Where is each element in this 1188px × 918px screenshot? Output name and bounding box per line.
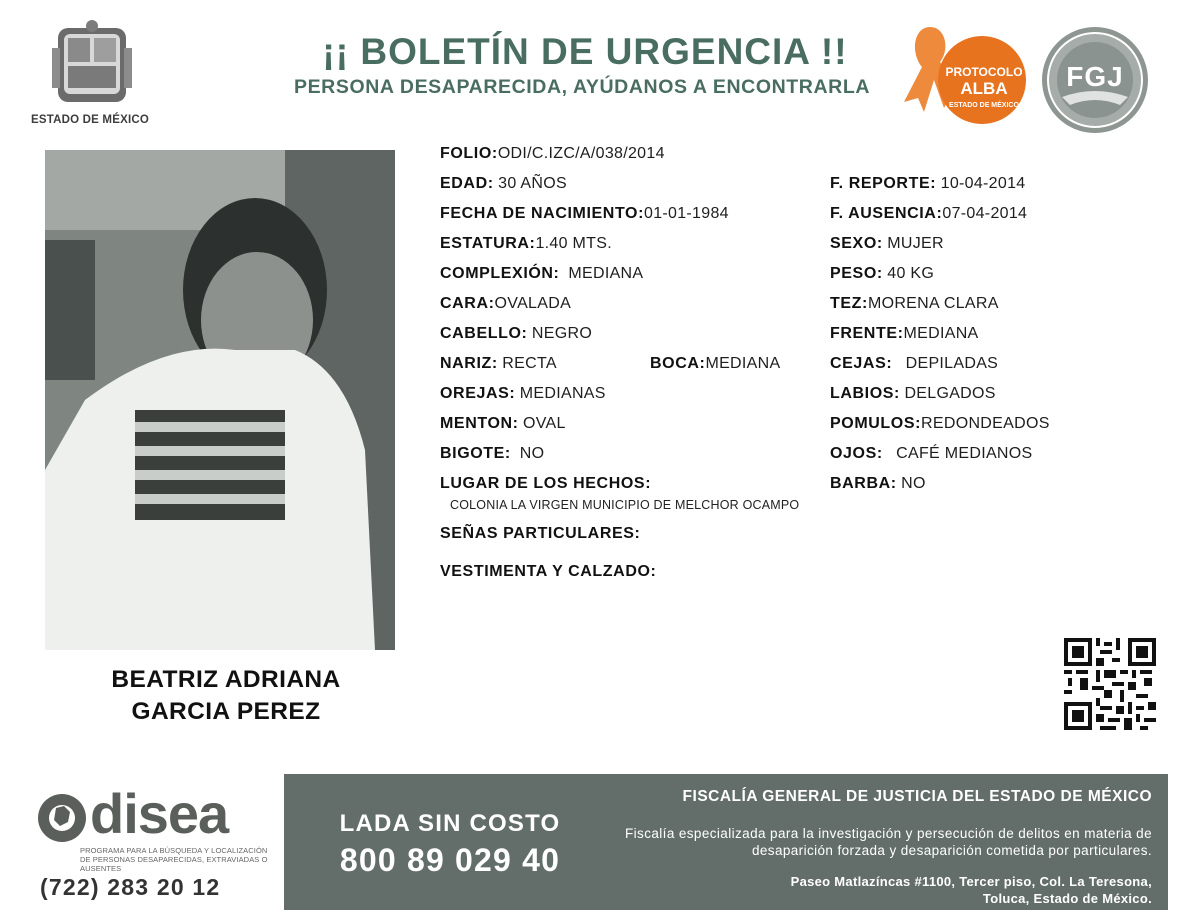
field-labios <box>830 384 996 404</box>
field-label: MENTON: <box>440 415 519 432</box>
field-folio <box>440 144 665 164</box>
field-label: SEXO: <box>830 235 883 252</box>
protocolo-alba-logo <box>900 22 1030 132</box>
field-value: DEPILADAS <box>905 355 999 372</box>
field-label: BIGOTE: <box>440 445 511 462</box>
qr-code[interactable] <box>1064 638 1156 730</box>
field-value: NO <box>901 475 926 492</box>
field-label: VESTIMENTA Y CALZADO: <box>440 563 657 580</box>
field-estatura <box>440 234 612 254</box>
field-label: FECHA DE NACIMIENTO: <box>440 205 644 222</box>
field-value: 1.40 MTS. <box>535 235 612 252</box>
field-label: TEZ: <box>830 295 868 312</box>
field-lugar-label <box>440 474 651 494</box>
field-senas <box>440 524 640 544</box>
person-name-line2: GARCIA PEREZ <box>131 698 321 725</box>
field-value: OVAL <box>523 415 566 432</box>
field-label: COMPLEXIÓN: <box>440 265 560 282</box>
fiscalia-address <box>600 873 1152 907</box>
field-value: MEDIANAS <box>519 385 606 402</box>
field-value: MEDIANA <box>568 265 644 282</box>
field-boca <box>650 354 780 374</box>
field-value: 01-01-1984 <box>644 205 729 222</box>
field-cara <box>440 294 571 314</box>
field-value: MUJER <box>887 235 944 252</box>
field-value: MEDIANA <box>705 355 781 372</box>
field-label: POMULOS: <box>830 415 922 432</box>
address-line1: Paseo Matlazíncas #1100, Tercer piso, Col. La Teresona, <box>790 874 1152 889</box>
field-value: ODI/C.IZC/A/038/2014 <box>497 145 665 162</box>
field-pomulos <box>830 414 1050 434</box>
field-vestimenta <box>440 562 656 582</box>
field-bigote <box>440 444 544 464</box>
field-label: BOCA: <box>650 355 706 372</box>
field-value: MORENA CLARA <box>867 295 999 312</box>
field-label: PESO: <box>830 265 883 282</box>
estado-de-mexico-coat-of-arms <box>44 18 140 110</box>
alba-line2: ALBA <box>960 79 1008 98</box>
field-cejas <box>830 354 998 374</box>
field-label: BARBA: <box>830 475 897 492</box>
field-value: DELGADOS <box>904 385 996 402</box>
field-label: FOLIO: <box>440 145 498 162</box>
state-label: ESTADO DE MÉXICO <box>31 114 149 126</box>
lada-label: LADA SIN COSTO <box>339 810 561 837</box>
field-value: 30 AÑOS <box>498 175 567 192</box>
field-value: NO <box>519 445 545 462</box>
field-label: OREJAS: <box>440 385 516 402</box>
field-menton <box>440 414 566 434</box>
field-nariz <box>440 354 557 374</box>
field-value: CAFÉ MEDIANOS <box>896 445 1033 462</box>
field-edad <box>440 174 567 194</box>
field-label: F. REPORTE: <box>830 175 937 192</box>
fgj-logo-text: FGJ <box>1066 61 1124 92</box>
field-value: RECTA <box>502 355 557 372</box>
field-f-ausencia <box>830 204 1027 224</box>
fgj-seal-logo <box>1040 25 1150 135</box>
field-label: CARA: <box>440 295 495 312</box>
missing-person-photo <box>45 150 395 650</box>
person-name-line1: BEATRIZ ADRIANA <box>111 666 341 693</box>
odisea-caption: PROGRAMA PARA LA BÚSQUEDA Y LOCALIZACIÓN DE PERSONAS DESAPARECIDAS, EXTRAVIADAS O AUSENTES <box>80 846 268 873</box>
field-peso <box>830 264 934 284</box>
field-value: OVALADA <box>494 295 572 312</box>
field-fecha-nacimiento <box>440 204 729 224</box>
fiscalia-name: FISCALÍA GENERAL DE JUSTICIA DEL ESTADO DE MÉXICO <box>682 788 1152 805</box>
field-value: REDONDEADOS <box>921 415 1050 432</box>
field-value: 10-04-2014 <box>940 175 1026 192</box>
field-cabello <box>440 324 592 344</box>
bulletin-title: ¡¡ BOLETÍN DE URGENCIA !! <box>322 31 848 72</box>
field-label: CABELLO: <box>440 325 528 342</box>
field-tez <box>830 294 999 314</box>
field-frente <box>830 324 979 344</box>
field-value: NEGRO <box>531 325 593 342</box>
field-value: MEDIANA <box>903 325 979 342</box>
fiscalia-description: Fiscalía especializada para la investigación y persecución de delitos en materia de desaparición forzada y desaparición cometida por particulares. <box>625 826 1152 858</box>
field-value: 40 KG <box>887 265 935 282</box>
field-label: EDAD: <box>440 175 494 192</box>
field-ojos <box>830 444 1033 464</box>
field-complexion <box>440 264 643 284</box>
field-orejas <box>440 384 606 404</box>
field-label: F. AUSENCIA: <box>830 205 943 222</box>
field-label: NARIZ: <box>440 355 498 372</box>
bulletin-subtitle: PERSONA DESAPARECIDA, AYÚDANOS A ENCONTRARLA <box>293 76 871 98</box>
field-sexo <box>830 234 944 254</box>
field-label: SEÑAS PARTICULARES: <box>440 525 641 542</box>
alba-line3: ESTADO DE MÉXICO <box>949 102 1019 109</box>
odisea-brand: disea <box>90 782 229 845</box>
field-value: 07-04-2014 <box>942 205 1028 222</box>
odisea-phone[interactable]: (722) 283 20 12 <box>40 874 221 900</box>
field-label: LABIOS: <box>830 385 900 402</box>
toll-free-number[interactable]: 800 89 029 40 <box>339 842 561 878</box>
field-label: OJOS: <box>830 445 883 462</box>
field-f-reporte <box>830 174 1025 194</box>
person-name <box>40 664 412 728</box>
field-barba <box>830 474 926 494</box>
field-label: CEJAS: <box>830 355 893 372</box>
field-lugar-value: COLONIA LA VIRGEN MUNICIPIO DE MELCHOR OCAMPO <box>450 498 800 512</box>
address-line2: Toluca, Estado de México. <box>982 891 1152 906</box>
field-label: LUGAR DE LOS HECHOS: <box>440 475 652 492</box>
field-label: FRENTE: <box>830 325 904 342</box>
field-label: ESTATURA: <box>440 235 536 252</box>
alba-line1: PROTOCOLO <box>945 65 1023 79</box>
